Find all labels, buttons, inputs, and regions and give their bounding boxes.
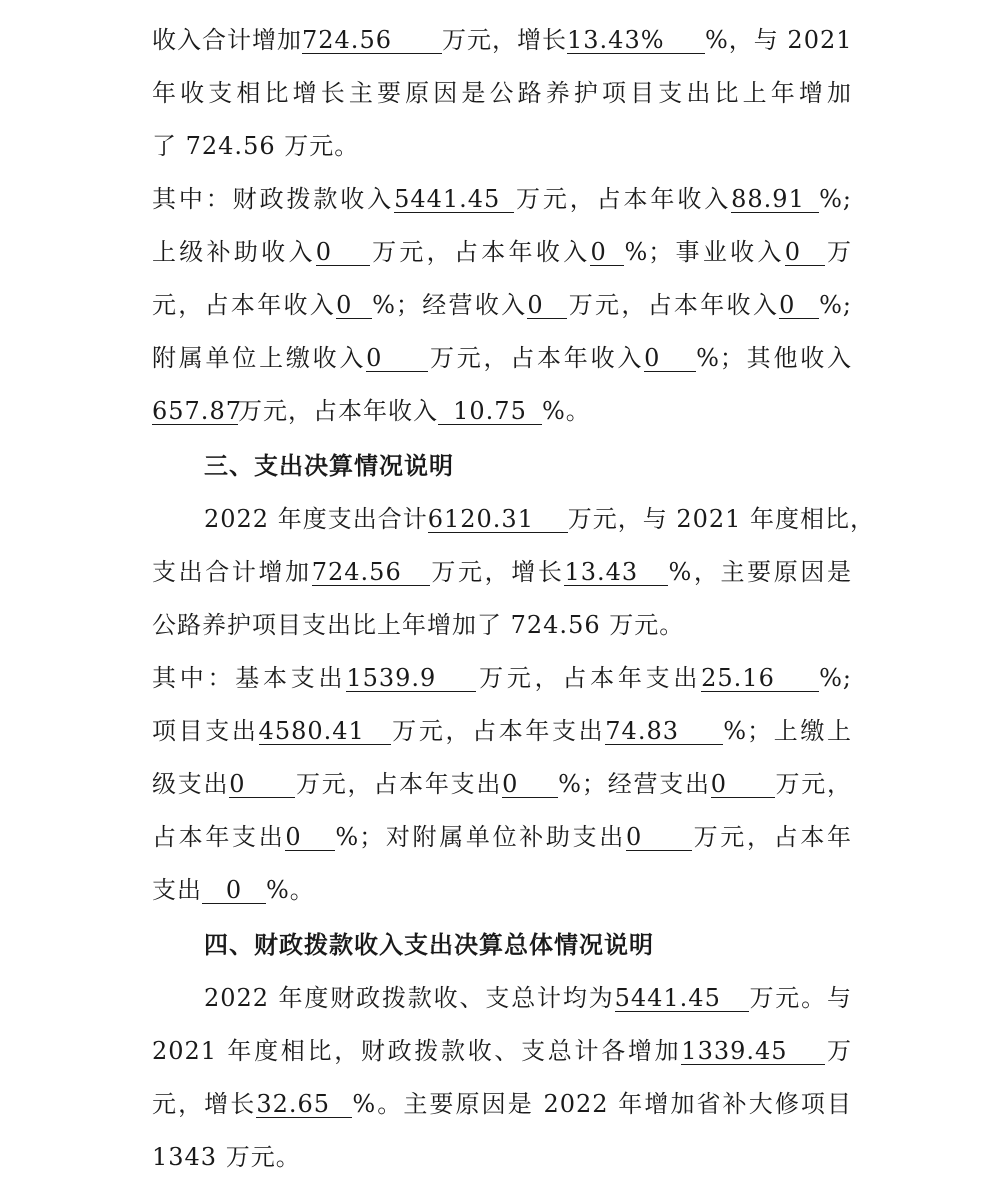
fiscal-total-value: 5441.45 (615, 985, 749, 1012)
income-line-8: 657.87万元，占本年收入 10.75 %。 (152, 397, 591, 425)
section-4-heading: 四、财政拨款收入支出决算总体情况说明 (204, 931, 654, 959)
expense-line-2: 支出合计增加724.56 万元，增长13.43 %，主要原因是 (152, 558, 853, 586)
superior-payment-value: 0 (229, 771, 295, 798)
affiliated-income-value: 0 (366, 345, 428, 372)
fiscal-line-4: 1343 万元。 (152, 1143, 301, 1171)
business-income-value: 0 (785, 239, 825, 266)
superior-subsidy-value: 0 (316, 239, 370, 266)
income-line-2: 年收支相比增长主要原因是公路养护项目支出比上年增加 (152, 79, 852, 107)
income-line-7: 附属单位上缴收入0 万元，占本年收入0 %；其他收入 (152, 344, 852, 372)
fiscal-line-1: 2022 年度财政拨款收、支总计均为5441.45 万元。与 (204, 984, 852, 1012)
income-increase-value: 724.56 (302, 27, 442, 54)
document-page (152, 14, 876, 1184)
operating-expense-share: 0 (285, 824, 335, 851)
superior-subsidy-share: 0 (590, 239, 624, 266)
basic-expense-share: 25.16 (701, 665, 819, 692)
income-line-6: 元，占本年收入0 %；经营收入0 万元，占本年收入0 %; (152, 291, 853, 319)
project-expense-value: 4580.41 (259, 718, 391, 745)
income-line-1: 收入合计增加724.56 万元，增长13.43% %，与 2021 (152, 26, 853, 54)
affiliated-income-share: 0 (644, 345, 696, 372)
affiliated-subsidy-share: 0 (202, 877, 266, 904)
expense-line-6: 级支出0 万元，占本年支出0 %；经营支出0 万元， (152, 770, 853, 798)
fiscal-growth-value: 32.65 (256, 1091, 352, 1118)
project-expense-share: 74.83 (605, 718, 723, 745)
operating-income-value: 0 (527, 292, 567, 319)
fiscal-increase-value: 1339.45 (681, 1038, 825, 1065)
expense-line-5: 项目支出4580.41 万元，占本年支出74.83 %；上缴上 (152, 717, 852, 745)
other-income-share: 10.75 (438, 398, 542, 425)
fiscal-income-share: 88.91 (731, 186, 819, 213)
superior-payment-share: 0 (502, 771, 558, 798)
expense-line-4: 其中：基本支出1539.9 万元，占本年支出25.16 %; (152, 664, 853, 692)
income-growth-value: 13.43% (567, 27, 705, 54)
business-income-share: 0 (336, 292, 372, 319)
expense-growth-value: 13.43 (564, 559, 668, 586)
income-line-4: 其中：财政拨款收入5441.45 万元，占本年收入88.91 %; (152, 185, 853, 213)
operating-expense-value: 0 (711, 771, 775, 798)
fiscal-income-value: 5441.45 (394, 186, 514, 213)
affiliated-subsidy-value: 0 (626, 824, 692, 851)
fiscal-line-3: 元，增长32.65 %。主要原因是 2022 年增加省补大修项目 (152, 1090, 853, 1118)
total-expense-value: 6120.31 (428, 506, 568, 533)
section-3-heading: 三、支出决算情况说明 (204, 452, 454, 480)
basic-expense-value: 1539.9 (346, 665, 476, 692)
expense-line-7: 占本年支出0 %；对附属单位补助支出0 万元，占本年 (152, 823, 853, 851)
fiscal-line-2: 2021 年度相比，财政拨款收、支总计各增加1339.45 万 (152, 1037, 852, 1065)
expense-increase-value: 724.56 (312, 559, 430, 586)
operating-income-share: 0 (779, 292, 819, 319)
expense-line-8: 支出 0 %。 (152, 876, 315, 904)
expense-line-1: 2022 年度支出合计6120.31 万元，与 2021 年度相比， (204, 505, 876, 533)
expense-line-3: 公路养护项目支出比上年增加了 724.56 万元。 (152, 611, 685, 639)
other-income-value: 657.87 (152, 397, 242, 425)
income-line-3: 了 724.56 万元。 (152, 132, 360, 160)
income-line-5: 上级补助收入0 万元，占本年收入0 %；事业收入0 万 (152, 238, 853, 266)
